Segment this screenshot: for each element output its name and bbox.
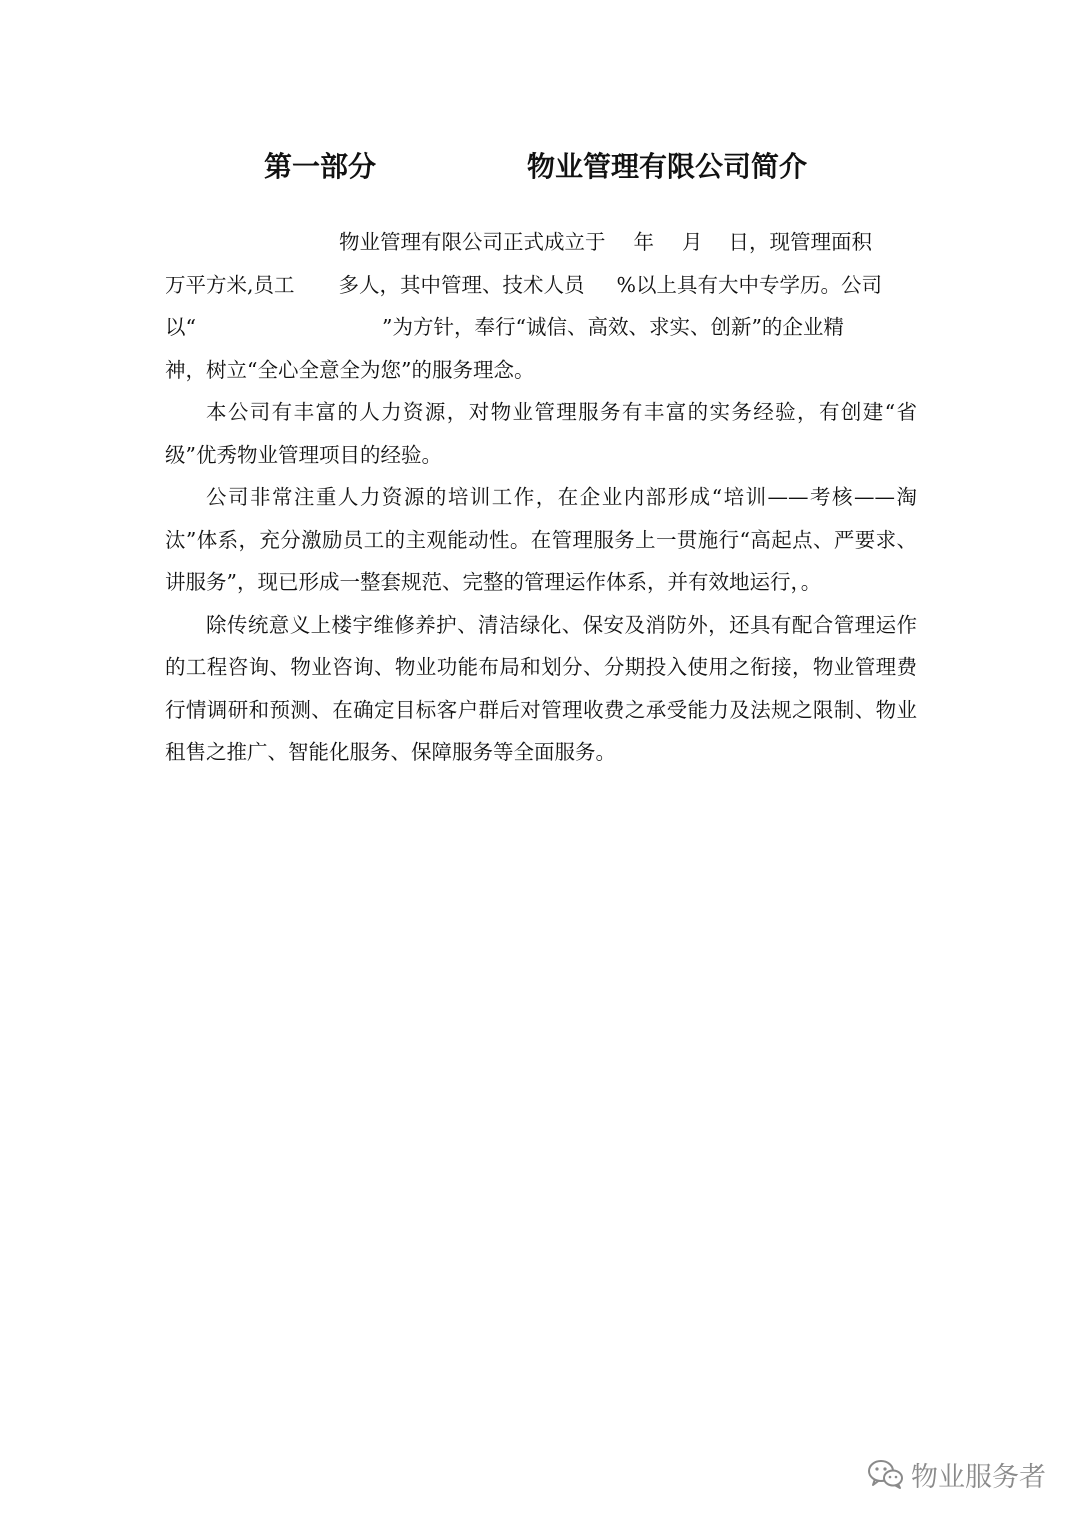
paragraph-training: 公司非常注重人力资源的培训工作，在企业内部形成“培训——考核——淘汰”体系，充分激励员工的主观能动性。在管理服务上一贯施行“高起点、严要求、讲服务”，现已形成一整套规范、完整的管理运作体系，并有效地运行，。	[165, 485, 917, 594]
company-title: 物业管理有限公司简介	[527, 150, 808, 183]
wechat-icon	[867, 1458, 905, 1490]
intro-year: 年	[633, 230, 654, 254]
document-body	[165, 221, 917, 774]
watermark	[867, 1456, 1046, 1492]
intro-day: 日，现管理面积	[728, 230, 872, 254]
paragraph-resources: 本公司有丰富的人力资源，对物业管理服务有丰富的实务经验，有创建“省级”优秀物业管理项目的经验。	[165, 400, 917, 467]
intro-line2-c: %以上具有大中专学历。公司	[616, 272, 883, 297]
document-heading	[0, 145, 1080, 185]
intro-line2-a: 万平方米,员工	[165, 272, 295, 297]
watermark-text: 物业服务者	[911, 1461, 1046, 1493]
intro-line3-a: 以“	[165, 315, 196, 339]
intro-line4: 神，树立“全心全意全为您”的服务理念。	[165, 357, 535, 382]
paragraph-intro	[165, 221, 917, 391]
intro-line1-text: 物业管理有限公司正式成立于	[339, 230, 606, 254]
intro-line2-b: 多人，其中管理、技术人员	[338, 272, 585, 297]
intro-month: 月	[682, 230, 703, 254]
paragraph-services: 除传统意义上楼宇维修养护、清洁绿化、保安及消防外，还具有配合管理运作的工程咨询、物业咨询、物业功能布局和划分、分期投入使用之衔接，物业管理费行情调研和预测、在确定目标客户群后对管理收费之承受能力及法规之限制、物业租售之推广、智能化服务、保障服务等全面服务。	[165, 612, 917, 764]
intro-line3-b: ”为方针，奉行“诚信、高效、求实、创新”的企业精	[381, 315, 844, 339]
part-label: 第一部分	[264, 150, 377, 183]
